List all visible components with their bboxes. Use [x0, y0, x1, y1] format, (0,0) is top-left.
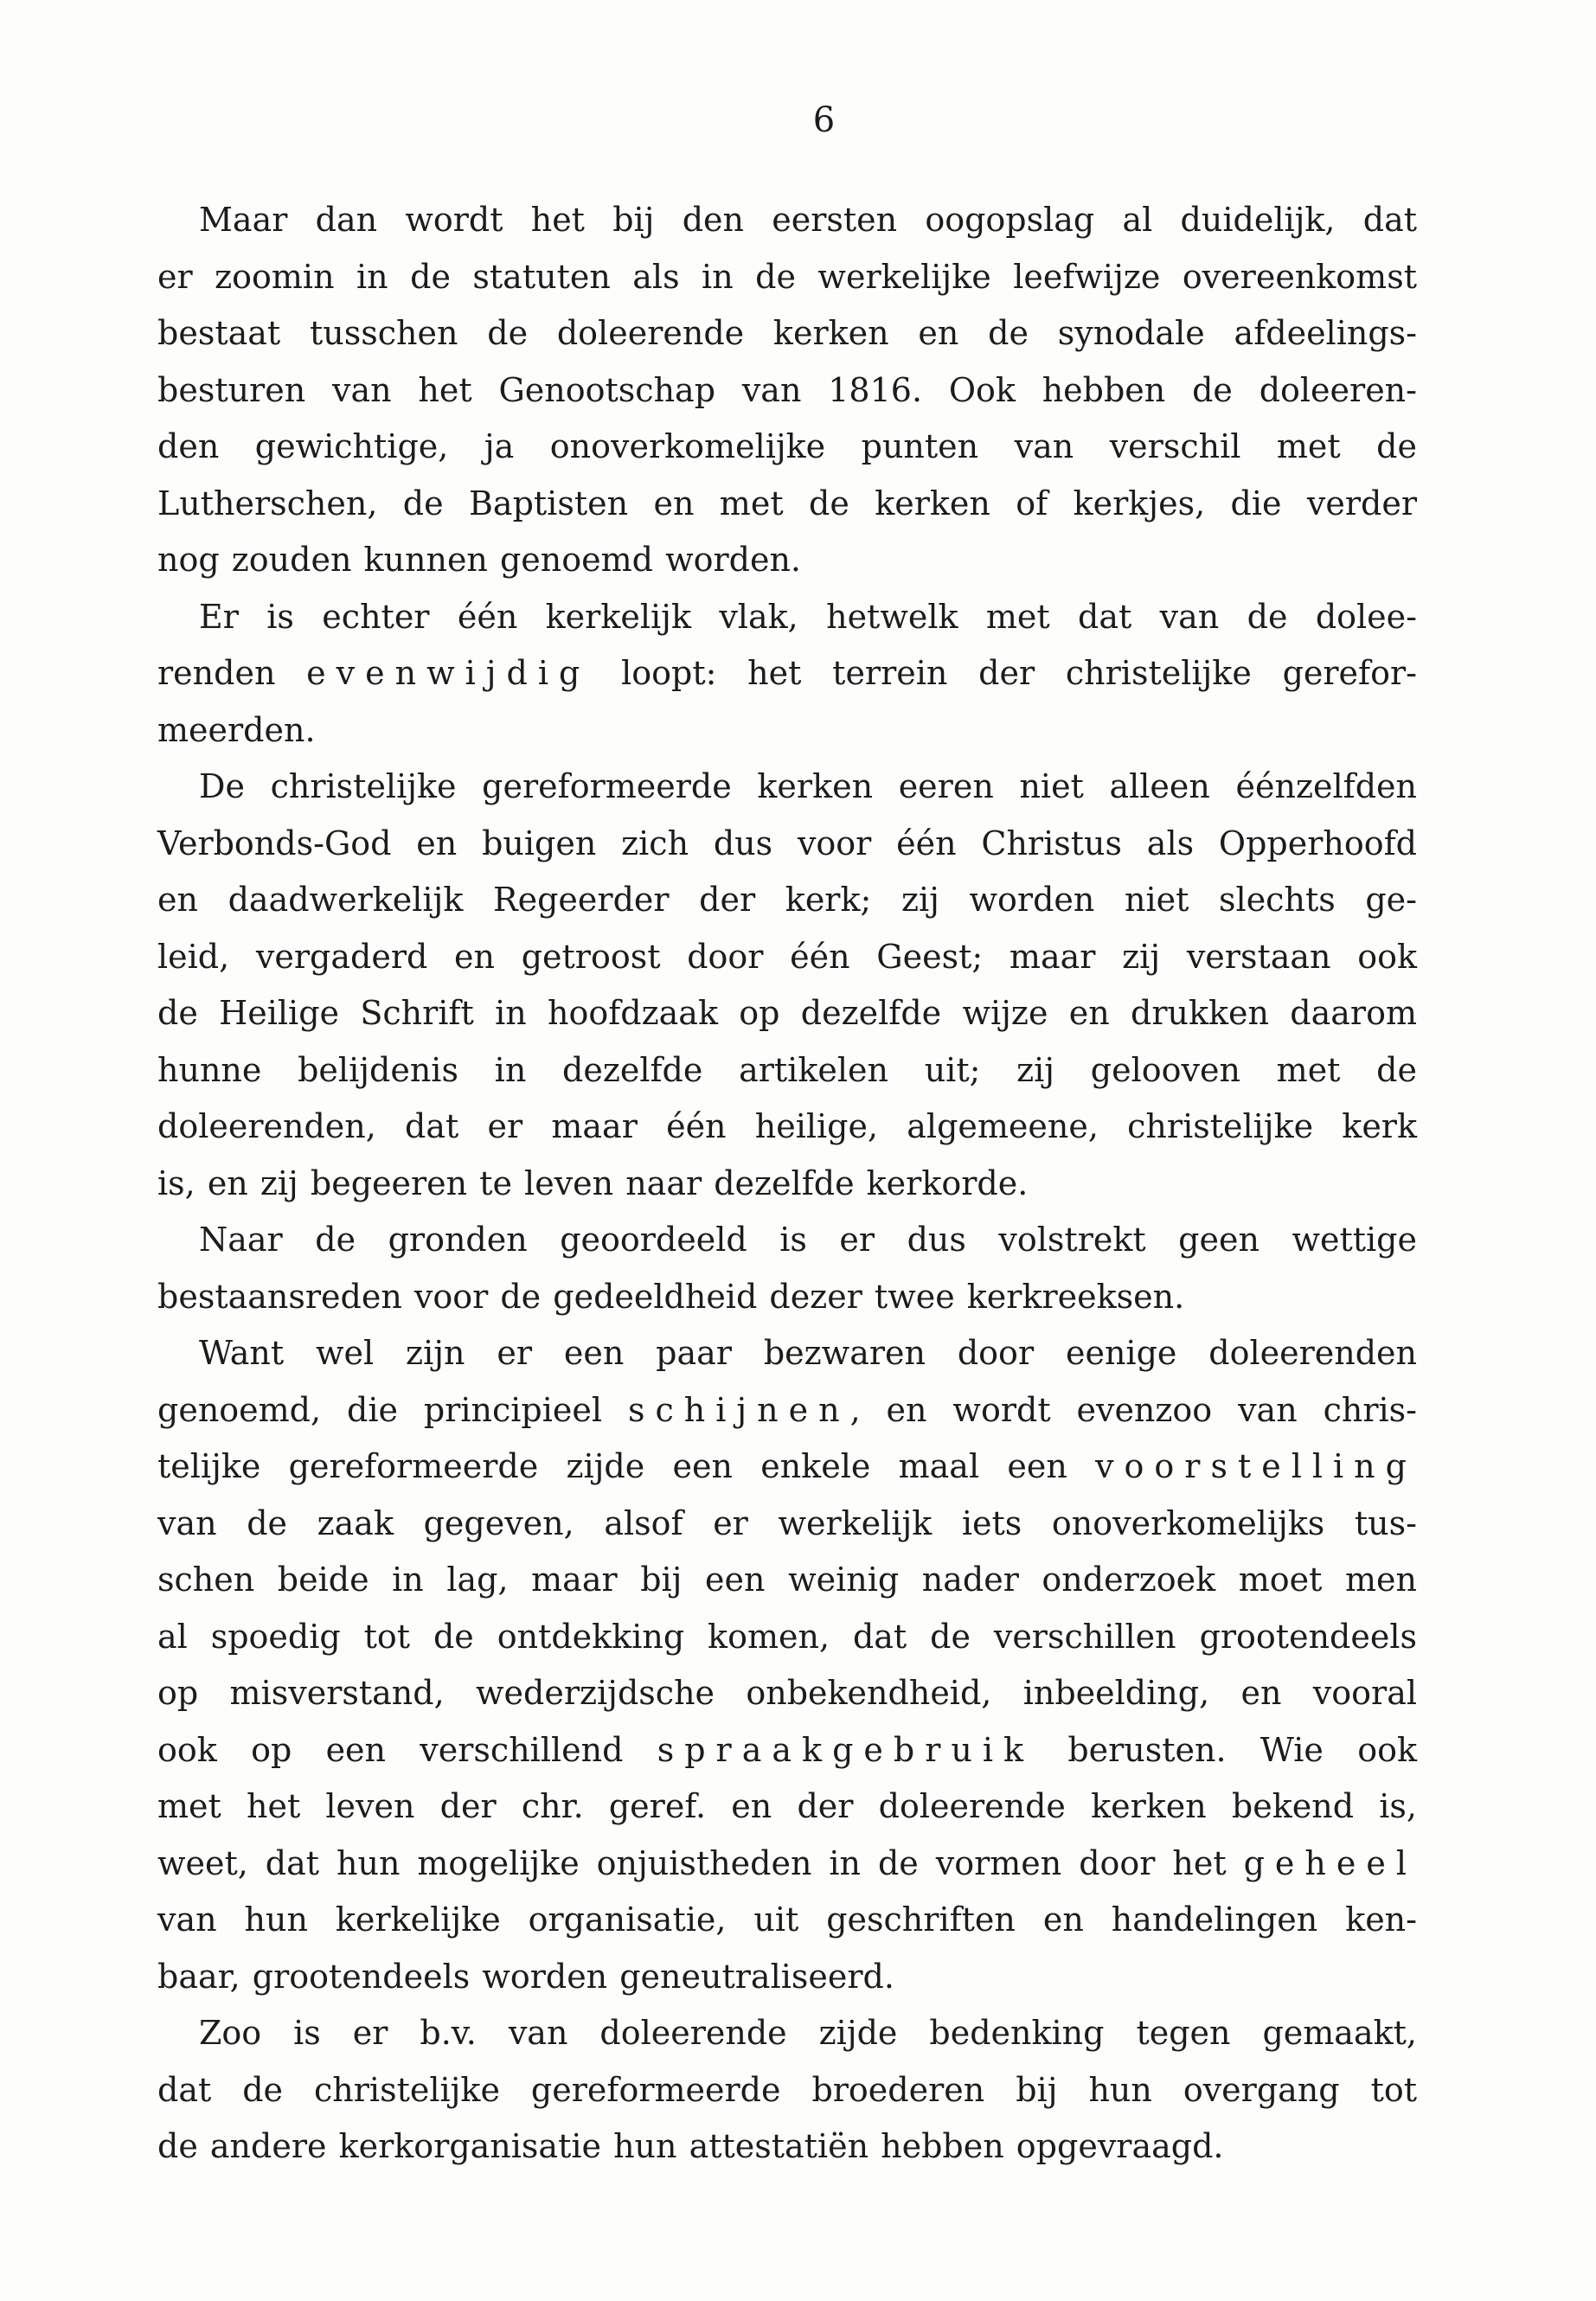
text-line: Maar dan wordt het bij den eersten oogopslag al duidelijk, dat — [199, 201, 1417, 239]
text-line: Naar de gronden geoordeeld is er dus volstrekt geen wettige — [199, 1221, 1417, 1259]
text-line: dat de christelijke gereformeerde broederen bij hun overgang tot — [157, 2070, 1417, 2109]
text-segment: genoemd, die principieel — [157, 1390, 628, 1429]
text-line: besturen van het Genootschap van 1816. Ook hebben de doleeren- — [157, 370, 1417, 409]
text-line: van hun kerkelijke organisatie, uit geschriften en handelingen ken- — [157, 1900, 1417, 1939]
spaced-emphasis: schijnen — [627, 1390, 850, 1429]
text-line — [157, 645, 1417, 702]
text-line: Verbonds-God en buigen zich dus voor één Christus als Opperhoofd — [157, 824, 1417, 862]
text-line: De christelijke gereformeerde kerken eeren niet alleen éénzelfden — [199, 767, 1417, 805]
text-line: al spoedig tot de ontdekking komen, dat de verschillen grootendeels — [157, 1617, 1417, 1656]
text-line: hunne belijdenis in dezelfde artikelen uit; zij gelooven met de — [157, 1050, 1417, 1089]
spaced-emphasis: evenwijdig — [306, 654, 591, 692]
text-line — [157, 1382, 1417, 1439]
page-number: 6 — [812, 100, 836, 140]
text-line: doleerenden, dat er maar één heilige, algemeene, christelijke kerk — [157, 1107, 1417, 1145]
body-text — [157, 192, 1417, 2176]
text-line: en daadwerkelijk Regeerder der kerk; zij worden niet slechts ge- — [157, 881, 1417, 919]
text-segment: loopt: het terrein der christelijke gerefor- — [590, 654, 1417, 692]
text-line: den gewichtige, ja onoverkomelijke punten van verschil met de — [157, 427, 1417, 465]
paragraph-4 — [157, 1212, 1417, 1325]
text-segment: berusten. Wie ook — [1034, 1730, 1417, 1769]
text-line: meerden. — [157, 710, 316, 749]
text-line: met het leven der chr. geref. en der doleerende kerken bekend is, — [157, 1787, 1417, 1825]
paragraph-2 — [157, 589, 1417, 760]
paragraph-1 — [157, 192, 1417, 589]
text-segment: ook op een verschillend — [157, 1730, 657, 1769]
text-line — [157, 1836, 1417, 1893]
spaced-emphasis: spraakgebruik — [657, 1730, 1035, 1769]
paragraph-6 — [157, 2005, 1417, 2176]
spaced-emphasis: geheel — [1243, 1843, 1417, 1882]
paragraph-5 — [157, 1325, 1417, 2005]
text-line: de andere kerkorganisatie hun attestatiën hebben opgevraagd. — [157, 2127, 1224, 2165]
text-segment: telijke gereformeerde zijde een enkele maal een — [157, 1447, 1096, 1485]
text-segment: weet, dat hun mogelijke onjuistheden in de vormen door het — [157, 1843, 1244, 1882]
text-line: Er is echter één kerkelijk vlak, hetwelk met dat van de dolee- — [199, 597, 1417, 636]
text-line: er zoomin in de statuten als in de werkelijke leefwijze overeenkomst — [157, 257, 1417, 296]
text-line: bestaat tusschen de doleerende kerken en de synodale afdeelings- — [157, 314, 1417, 352]
spaced-emphasis: voorstelling — [1095, 1447, 1417, 1485]
paragraph-3 — [157, 759, 1417, 1212]
text-line: Lutherschen, de Baptisten en met de kerken of kerkjes, die verder — [157, 484, 1417, 522]
text-segment: , en wordt evenzoo van chris- — [849, 1390, 1417, 1429]
text-line: baar, grootendeels worden geneutraliseerd. — [157, 1957, 894, 1996]
text-line: van de zaak gegeven, alsof er werkelijk iets onoverkomelijks tus- — [157, 1503, 1417, 1542]
text-line: Want wel zijn er een paar bezwaren door eenige doleerenden — [199, 1334, 1417, 1372]
text-line: nog zouden kunnen genoemd worden. — [157, 541, 802, 579]
text-segment: renden — [157, 654, 307, 692]
text-line — [157, 1439, 1417, 1496]
text-line: Zoo is er b.v. van doleerende zijde bedenking tegen gemaakt, — [199, 2014, 1417, 2052]
text-line: schen beide in lag, maar bij een weinig nader onderzoek moet men — [157, 1561, 1417, 1599]
text-line: leid, vergaderd en getroost door één Geest; maar zij verstaan ook — [157, 937, 1417, 976]
text-line: bestaansreden voor de gedeeldheid dezer twee kerkreeksen. — [157, 1277, 1185, 1316]
text-line — [157, 1722, 1417, 1779]
text-line: is, en zij begeeren te leven naar dezelfde kerkorde. — [157, 1163, 1029, 1202]
text-line: de Heilige Schrift in hoofdzaak op dezelfde wijze en drukken daarom — [157, 994, 1417, 1032]
text-line: op misverstand, wederzijdsche onbekendheid, inbeelding, en vooral — [157, 1674, 1417, 1712]
